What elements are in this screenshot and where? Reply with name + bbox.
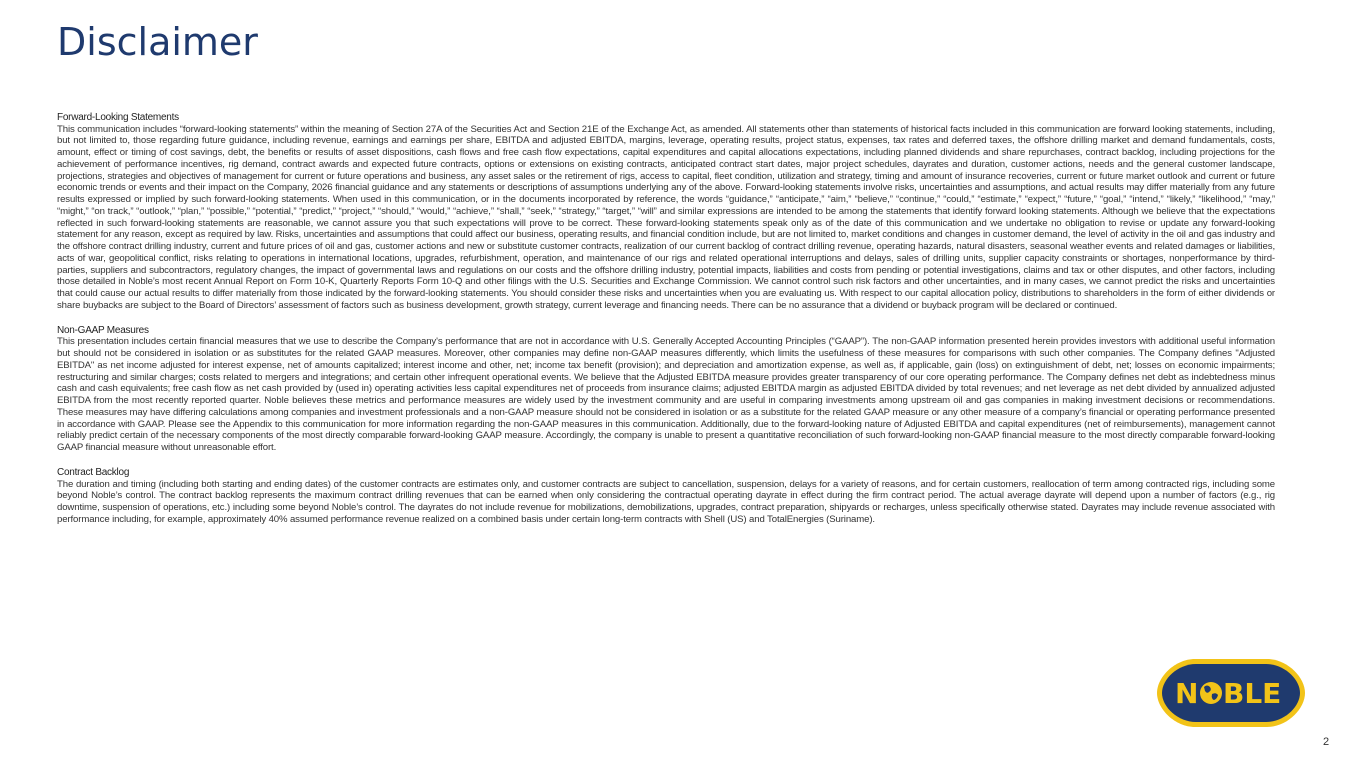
section-heading: Forward-Looking Statements <box>57 112 179 123</box>
section-non-gaap-measures <box>57 325 1275 454</box>
svg-text:N: N <box>1175 677 1199 710</box>
section-forward-looking-statements <box>57 112 1275 312</box>
noble-logo-graphic <box>1155 657 1307 729</box>
section-heading: Non-GAAP Measures <box>57 324 149 336</box>
section-body: This communication includes “forward-looking statements” within the meaning of Section 27A of the Securities Act and Section 21E of the Exchange Act, as amended. All statements other than statements of historical facts included in this communication are forward looking statements, including, but not limited to, those regarding future guidance, including revenue, earnings and earnings per share, EBITDA and adjusted EBITDA, margins, leverage, operating results, project status, expenses, tax rates and deferred taxes, the offshore drilling market and demand fundamentals, costs, amount, effect or timing of cost savings, debt, the benefits or results of asset dispositions, cash flows and free cash flow expectations, capital expenditures and capital allocations expectations, including planned dividends and share repurchases, contract backlog, including projections for the achievement of performance incentives, rig demand, contract awards and expected future contracts, options or extensions on existing contracts, anticipated contract start dates, major project schedules, dayrates and duration, customer actions, needs and the general customer landscape, projections, strategies and objectives of management for current or future operations and business, any asset sales or the retirement of rigs, access to capital, fleet condition, utilization and strategy, timing and amount of insurance recoveries, current or future market outlook and current or future economic trends or events and their impact on the Company, 2026 financial guidance and any statements or descriptions of assumptions underlying any of the above. Forward-looking statements involve risks, uncertainties and assumptions, and actual results may differ materially from any future results expressed or implied by such forward-looking statements. When used in this communication, or in the documents incorporated by reference, the words “guidance,” “anticipate,” “aim,” “believe,” “continue,” “could,” “estimate,” “expect,” “future,” “goal,” “intend,” “likely,” “likelihood,” “may,” “might,” “on track,” “outlook,” “plan,” “possible,” “potential,” “predict,” “project,” “should,” “would,” “achieve,” “shall,” “seek,” “strategy,” “target,” “will” and similar expressions are intended to be among the statements that identify forward looking statements. Although we believe that the expectations reflected in such forward-looking statements are reasonable, we cannot assure you that such expectations will prove to be correct. These forward-looking statements speak only as of the date of this communication and we undertake no obligation to revise or update any forward-looking statement for any reason, except as required by law. Risks, uncertainties and assumptions that could affect our business, operating results, and financial condition include, but are not limited to, market conditions and changes in customer demand, the level of activity in the oil and gas industry and the offshore contract drilling industry, current and future prices of oil and gas, customer actions and new or substitute customer contracts, realization of our current backlog of contract drilling revenue, operating hazards, natural disasters, seasonal weather events and related damages or liabilities, acts of war, geopolitical conflict, risks relating to operations in international locations, upgrades, refurbishment, operation, and maintenance of our rigs and related operational interruptions and delays, sales of drilling units, supplier capacity constraints or shortages, nonperformance by third-parties, suppliers and subcontractors, regulatory changes, the impact of governmental laws and regulations on our costs and the offshore drilling industry, potential impacts, liabilities and costs from pending or potential investigations, claims and tax or other disputes, and other factors, including those detailed in Noble’s most recent Annual Report on Form 10-K, Quarterly Reports Form 10-Q and other filings with the U.S. Securities and Exchange Commission. We cannot control such risk factors and other uncertainties, and in many cases, we cannot predict the risks and uncertainties that could cause our actual results to differ materially from those indicated by the forward-looking statements. You should consider these risks and uncertainties when you are evaluating us. With respect to our capital allocation policy, distributions to shareholders in the form of either dividends or share buybacks are subject to the Board of Directors’ assessment of factors such as business development, growth strategy, current leverage and financing needs. There can be no assurance that a dividend or buyback program will be declared or continued. <box>57 123 1275 311</box>
section-body: The duration and timing (including both starting and ending dates) of the customer contracts are estimates only, and customer contracts are subject to cancellation, suspension, delays for a variety of reasons, and for certain customers, reallocation of term among contracted rigs, including some beyond Noble’s control. The contract backlog represents the maximum contract drilling revenues that can be earned when only considering the contractual operating dayrate in effect during the firm contract period. The actual average dayrate will depend upon a number of factors (e.g., rig downtime, suspension of operations, etc.) including some beyond Noble’s control. The dayrates do not include revenue for mobilizations, demobilizations, upgrades, contract preparation, shipyards or recharges, unless specifically otherwise stated. Dayrates may include revenue associated with performance including, for example, approximately 40% assumed performance revenue realized on a combined basis under certain long-term contracts with Shell (US) and TotalEnergies (Suriname). <box>57 478 1275 525</box>
section-contract-backlog <box>57 467 1275 526</box>
noble-logo <box>1155 657 1307 729</box>
section-heading: Contract Backlog <box>57 466 130 478</box>
disclaimer-content <box>57 112 1275 539</box>
page-title: Disclaimer <box>57 20 258 64</box>
svg-text:BLE: BLE <box>1223 677 1282 710</box>
page-number: 2 <box>1323 736 1330 748</box>
section-body: This presentation includes certain financial measures that we use to describe the Company's performance that are not in accordance with U.S. Generally Accepted Accounting Principles (“GAAP”). The non-GAAP information presented herein provides investors with additional useful information but should not be considered in isolation or as substitutes for the related GAAP measures. Moreover, other companies may define non-GAAP measures differently, which limits the usefulness of these measures for comparisons with such other companies. The Company defines "Adjusted EBITDA" as net income adjusted for interest expense, net of amounts capitalized; interest income and other, net; income tax benefit (provision); and depreciation and amortization expense, as well as, if applicable, gain (loss) on extinguishment of debt, net; losses on economic impairments; restructuring and similar charges; costs related to mergers and integrations; and certain other infrequent operational events. We believe that the Adjusted EBITDA measure provides greater transparency of our core operating performance. The Company defines net debt as indebtedness minus cash and cash equivalents; free cash flow as net cash provided by (used in) operating activities less capital expenditures net of proceeds from insurance claims; adjusted EBITDA margin as adjusted EBITDA divided by total revenues; and net leverage as net debt divided by annualized adjusted EBITDA from the most recently reported quarter. Noble believes these metrics and performance measures are widely used by the investment community and are useful in comparing investments among upstream oil and gas companies in making investment decisions or recommendations. These measures may have differing calculations among companies and investment professionals and a non-GAAP measure should not be considered in isolation or as a substitute for the related GAAP measure or any other measure of a company’s financial or operating performance presented in accordance with GAAP. Please see the Appendix to this communication for more information regarding the non-GAAP measures in this communication. Additionally, due to the forward-looking nature of Adjusted EBITDA and capital expenditures (net of reimbursements), management cannot reliably predict certain of the necessary components of the most directly comparable forward-looking GAAP measure. Accordingly, the company is unable to present a quantitative reconciliation of such forward-looking non-GAAP financial measure to the most directly comparable forward-looking GAAP financial measure without unreasonable effort. <box>57 336 1275 454</box>
